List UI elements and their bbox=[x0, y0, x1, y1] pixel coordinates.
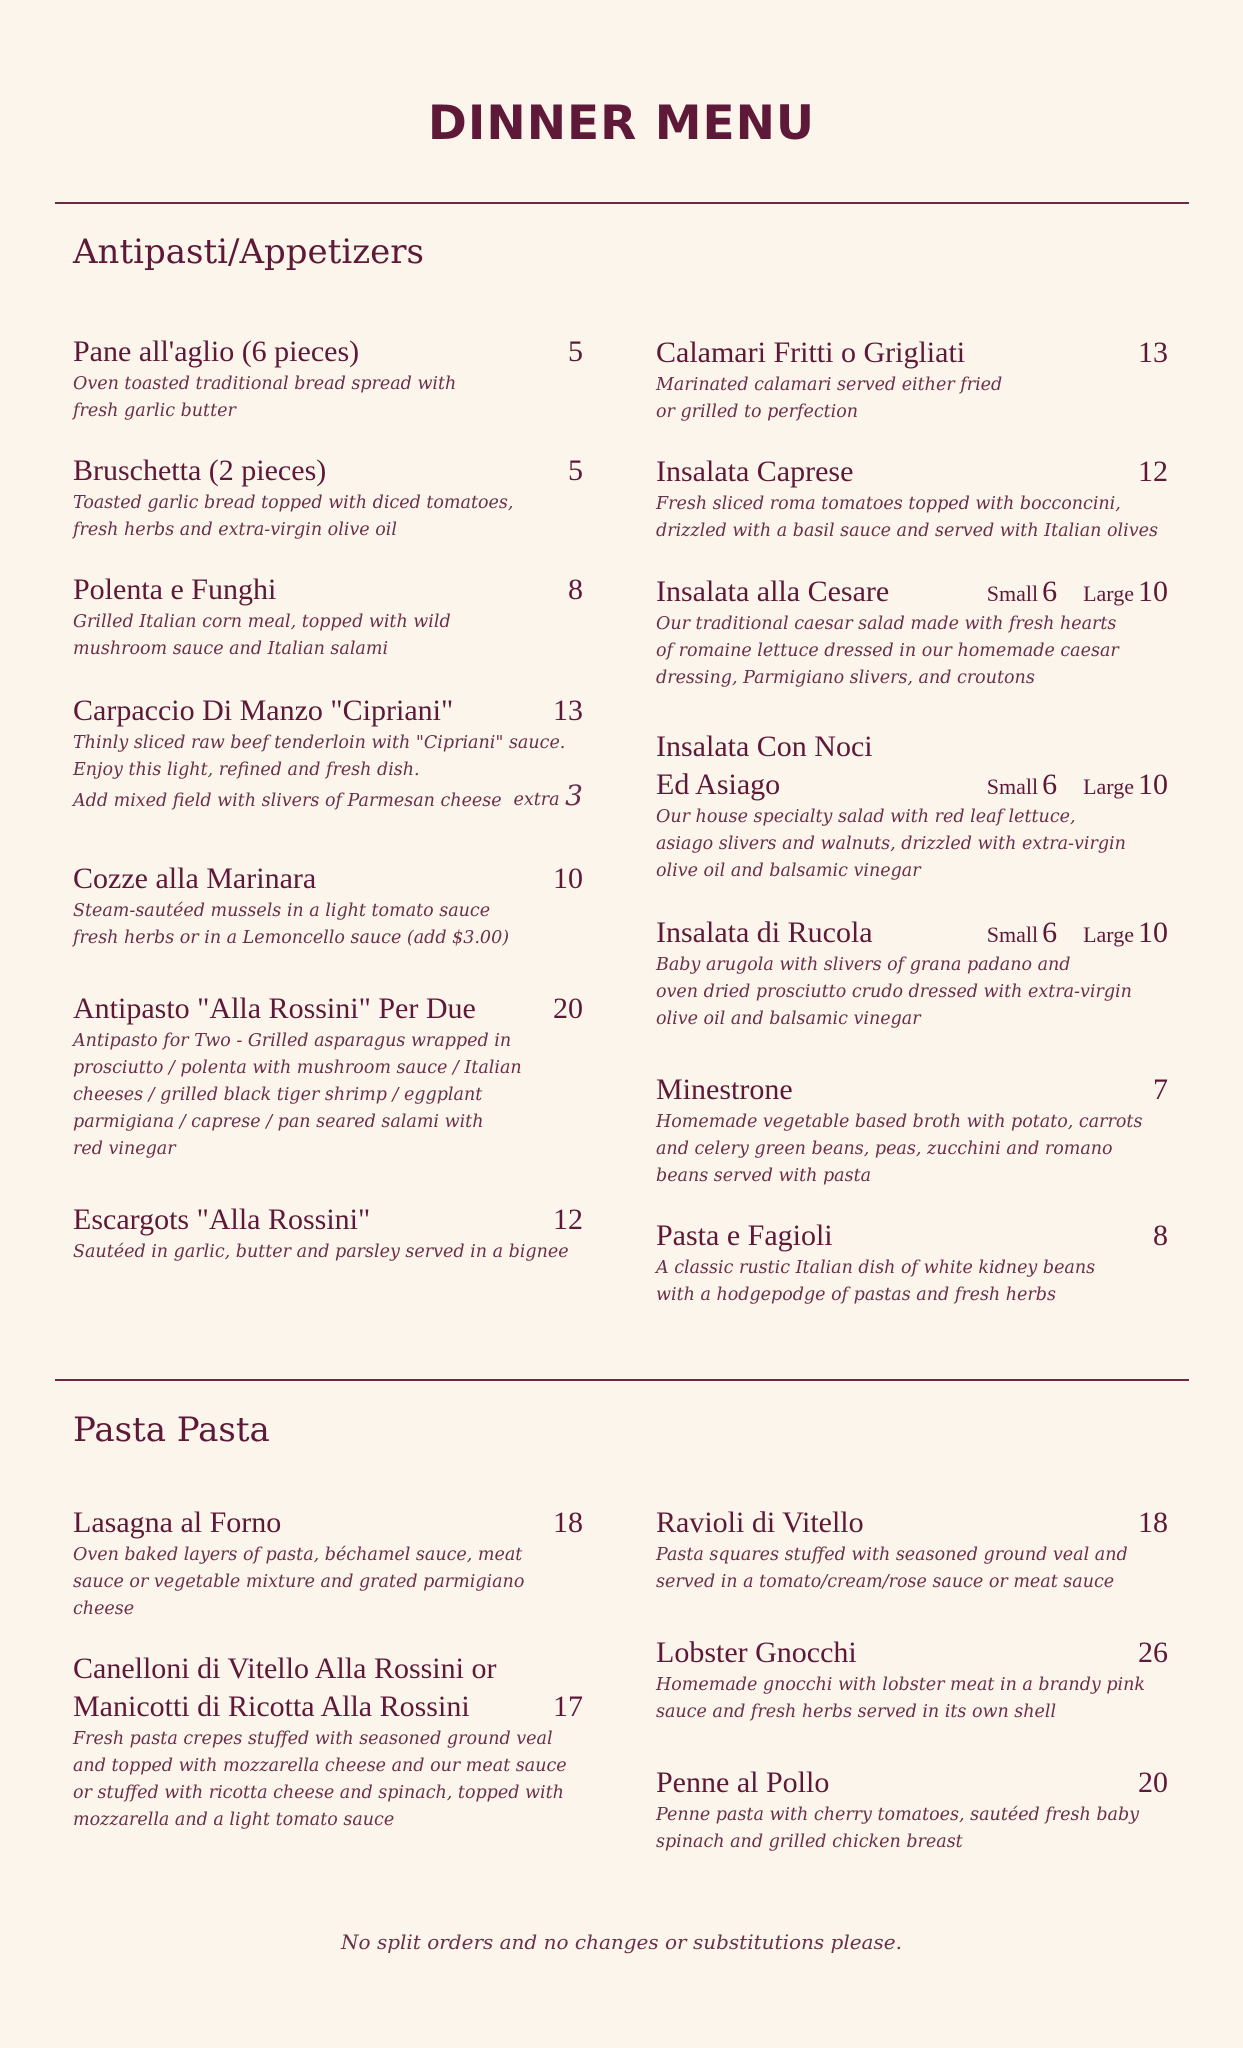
item-name: Lasagna al Forno bbox=[73, 1506, 282, 1539]
item-description: Homemade gnocchi with lobster meat in a brandy pink sauce and fresh herbs served in its own shell bbox=[656, 1675, 1146, 1722]
item-price: 20 bbox=[553, 992, 583, 1025]
item-name: Cozze alla Marinara bbox=[73, 862, 317, 895]
extra-label: extra bbox=[513, 790, 560, 810]
item-price: 8 bbox=[1153, 1219, 1168, 1252]
item-name: Escargots "Alla Rossini" bbox=[73, 1203, 371, 1236]
size-large-price: 10 bbox=[1138, 575, 1168, 608]
item-name-line1: Insalata Con Noci bbox=[656, 730, 873, 763]
item-description: Baby arugola with slivers of grana padano and oven dried prosciutto crudo dressed with extra-virgin olive oil and balsamic vinegar bbox=[656, 955, 1132, 1029]
item-description: Fresh sliced roma tomatoes topped with bocconcini, drizzled with a basil sauce and served with Italian olives bbox=[656, 494, 1158, 541]
item-name: Bruschetta (2 pieces) bbox=[73, 454, 327, 487]
item-extra bbox=[73, 779, 583, 815]
item-name: Pane all'aglio (6 pieces) bbox=[73, 335, 360, 368]
item-description: Homemade vegetable based broth with potato, carrots and celery green beans, peas, zucchini and romano beans served with pasta bbox=[656, 1112, 1143, 1186]
extra-price: 3 bbox=[565, 779, 583, 812]
menu-item-cozze-alla-marinara bbox=[73, 860, 583, 952]
extra-price-group bbox=[513, 779, 583, 814]
section-title-pasta: Pasta Pasta bbox=[73, 1410, 270, 1450]
item-price: 7 bbox=[1153, 1073, 1168, 1106]
menu-item-polenta-e-funghi bbox=[73, 571, 583, 663]
item-sizes bbox=[987, 766, 1168, 809]
item-description: Steam-sautéed mussels in a light tomato sauce fresh herbs or in a Lemoncello sauce (add $3.00) bbox=[73, 901, 510, 948]
section-title-antipasti: Antipasti/Appetizers bbox=[73, 232, 424, 272]
size-large-price: 10 bbox=[1138, 768, 1168, 801]
item-name: Antipasto "Alla Rossini" Per Due bbox=[73, 992, 476, 1025]
item-description: Antipasto for Two - Grilled asparagus wrapped in prosciutto / polenta with mushroom sauce / Italian cheeses / grilled black tiger shrimp / eggplant parmigiana / caprese / pan seared salami with red vinegar bbox=[73, 1031, 522, 1159]
divider-top bbox=[55, 202, 1189, 204]
item-name: Polenta e Funghi bbox=[73, 573, 277, 606]
menu-item-lasagna bbox=[73, 1504, 583, 1623]
item-name: Calamari Fritti o Grigliati bbox=[656, 336, 966, 369]
menu-item-insalata-con-noci bbox=[656, 728, 1168, 885]
item-price: 26 bbox=[1138, 1636, 1168, 1669]
item-description: Our traditional caesar salad made with fresh hearts of romaine lettuce dressed in our homemade caesar dressing, Parmigiano slivers, and croutons bbox=[656, 614, 1119, 688]
size-large-label: Large bbox=[1083, 774, 1134, 799]
item-price: 18 bbox=[1138, 1506, 1168, 1539]
menu-item-insalata-di-rucola bbox=[656, 914, 1168, 1033]
size-small-label: Small bbox=[986, 774, 1039, 799]
menu-item-insalata-caprese bbox=[656, 453, 1168, 545]
menu-item-ravioli-di-vitello bbox=[656, 1504, 1168, 1596]
size-small-price: 6 bbox=[1042, 768, 1058, 801]
menu-item-bruschetta bbox=[73, 452, 583, 544]
item-description: Pasta squares stuffed with seasoned ground veal and served in a tomato/cream/rose sauce or meat sauce bbox=[656, 1545, 1128, 1592]
extra-text: Add mixed field with slivers of Parmesan cheese bbox=[73, 791, 502, 811]
item-price: 20 bbox=[1138, 1766, 1168, 1799]
item-price: 17 bbox=[553, 1690, 583, 1723]
item-description: Sautéed in garlic, butter and parsley served in a bignee bbox=[73, 1242, 569, 1262]
item-sizes bbox=[987, 573, 1168, 616]
menu-item-insalata-cesare bbox=[656, 573, 1168, 692]
item-description: Grilled Italian corn meal, topped with wild mushroom sauce and Italian salami bbox=[73, 612, 451, 659]
item-price: 8 bbox=[568, 573, 583, 606]
size-large-label: Large bbox=[1083, 581, 1134, 606]
item-description: Fresh pasta crepes stuffed with seasoned ground veal and topped with mozzarella cheese and our meat sauce or stuffed with ricotta cheese and spinach, topped with mozzarella and a light tomato sauce bbox=[73, 1729, 567, 1830]
item-description: Oven toasted traditional bread spread with fresh garlic butter bbox=[73, 374, 457, 421]
size-large-price: 10 bbox=[1138, 916, 1168, 949]
item-price: 13 bbox=[553, 694, 583, 727]
item-sizes bbox=[987, 914, 1168, 957]
item-price: 10 bbox=[553, 862, 583, 895]
menu-item-carpaccio bbox=[73, 692, 583, 815]
menu-item-pasta-e-fagioli bbox=[656, 1217, 1168, 1309]
item-price: 13 bbox=[1138, 336, 1168, 369]
menu-title: DINNER MENU bbox=[427, 96, 816, 151]
size-small-label: Small bbox=[986, 581, 1039, 606]
item-description: Penne pasta with cherry tomatoes, sautéed fresh baby spinach and grilled chicken breast bbox=[656, 1805, 1140, 1852]
size-small-price: 6 bbox=[1042, 575, 1058, 608]
divider-middle bbox=[55, 1379, 1189, 1381]
footer-note: No split orders and no changes or substitutions please. bbox=[341, 1930, 902, 1954]
item-name: Penne al Pollo bbox=[656, 1766, 830, 1799]
item-name: Lobster Gnocchi bbox=[656, 1636, 857, 1669]
item-description: Toasted garlic bread topped with diced tomatoes, fresh herbs and extra-virgin olive oil bbox=[73, 493, 514, 540]
item-price: 12 bbox=[553, 1203, 583, 1236]
item-price: 5 bbox=[568, 454, 583, 487]
item-price: 12 bbox=[1138, 455, 1168, 488]
item-name: Ravioli di Vitello bbox=[656, 1506, 864, 1539]
menu-item-pane-allaglio bbox=[73, 333, 583, 425]
item-name: Insalata alla Cesare bbox=[656, 575, 890, 608]
item-name: Insalata Caprese bbox=[656, 455, 854, 488]
item-description: Oven baked layers of pasta, béchamel sauce, meat sauce or vegetable mixture and grated parmigiano cheese bbox=[73, 1545, 525, 1619]
size-small-label: Small bbox=[986, 922, 1039, 947]
size-small-price: 6 bbox=[1042, 916, 1058, 949]
item-name-line2: Ed Asiago bbox=[656, 768, 781, 801]
item-name-line1: Canelloni di Vitello Alla Rossini or bbox=[73, 1652, 497, 1685]
item-description: Marinated calamari served either fried or grilled to perfection bbox=[656, 375, 1003, 422]
menu-item-escargots bbox=[73, 1201, 583, 1266]
menu-item-antipasto-per-due bbox=[73, 990, 583, 1163]
size-large-label: Large bbox=[1083, 922, 1134, 947]
item-name-line2: Manicotti di Ricotta Alla Rossini bbox=[73, 1690, 470, 1723]
item-price: 18 bbox=[553, 1506, 583, 1539]
menu-item-minestrone bbox=[656, 1071, 1168, 1190]
item-name: Insalata di Rucola bbox=[656, 916, 873, 949]
item-description: A classic rustic Italian dish of white kidney beans with a hodgepodge of pastas and fresh herbs bbox=[656, 1258, 1096, 1305]
item-name: Minestrone bbox=[656, 1073, 793, 1106]
item-description: Thinly sliced raw beef tenderloin with "Cipriani" sauce. Enjoy this light, refined and fresh dish. bbox=[73, 733, 566, 780]
item-price: 5 bbox=[568, 335, 583, 368]
menu-item-lobster-gnocchi bbox=[656, 1634, 1168, 1726]
item-name: Carpaccio Di Manzo "Cipriani" bbox=[73, 694, 454, 727]
item-name: Pasta e Fagioli bbox=[656, 1219, 833, 1252]
menu-item-canelloni-manicotti bbox=[73, 1650, 583, 1834]
menu-item-penne-al-pollo bbox=[656, 1764, 1168, 1856]
item-description: Our house specialty salad with red leaf lettuce, asiago slivers and walnuts, drizzled with extra-virgin olive oil and balsamic vinegar bbox=[656, 807, 1126, 881]
menu-item-calamari bbox=[656, 334, 1168, 426]
